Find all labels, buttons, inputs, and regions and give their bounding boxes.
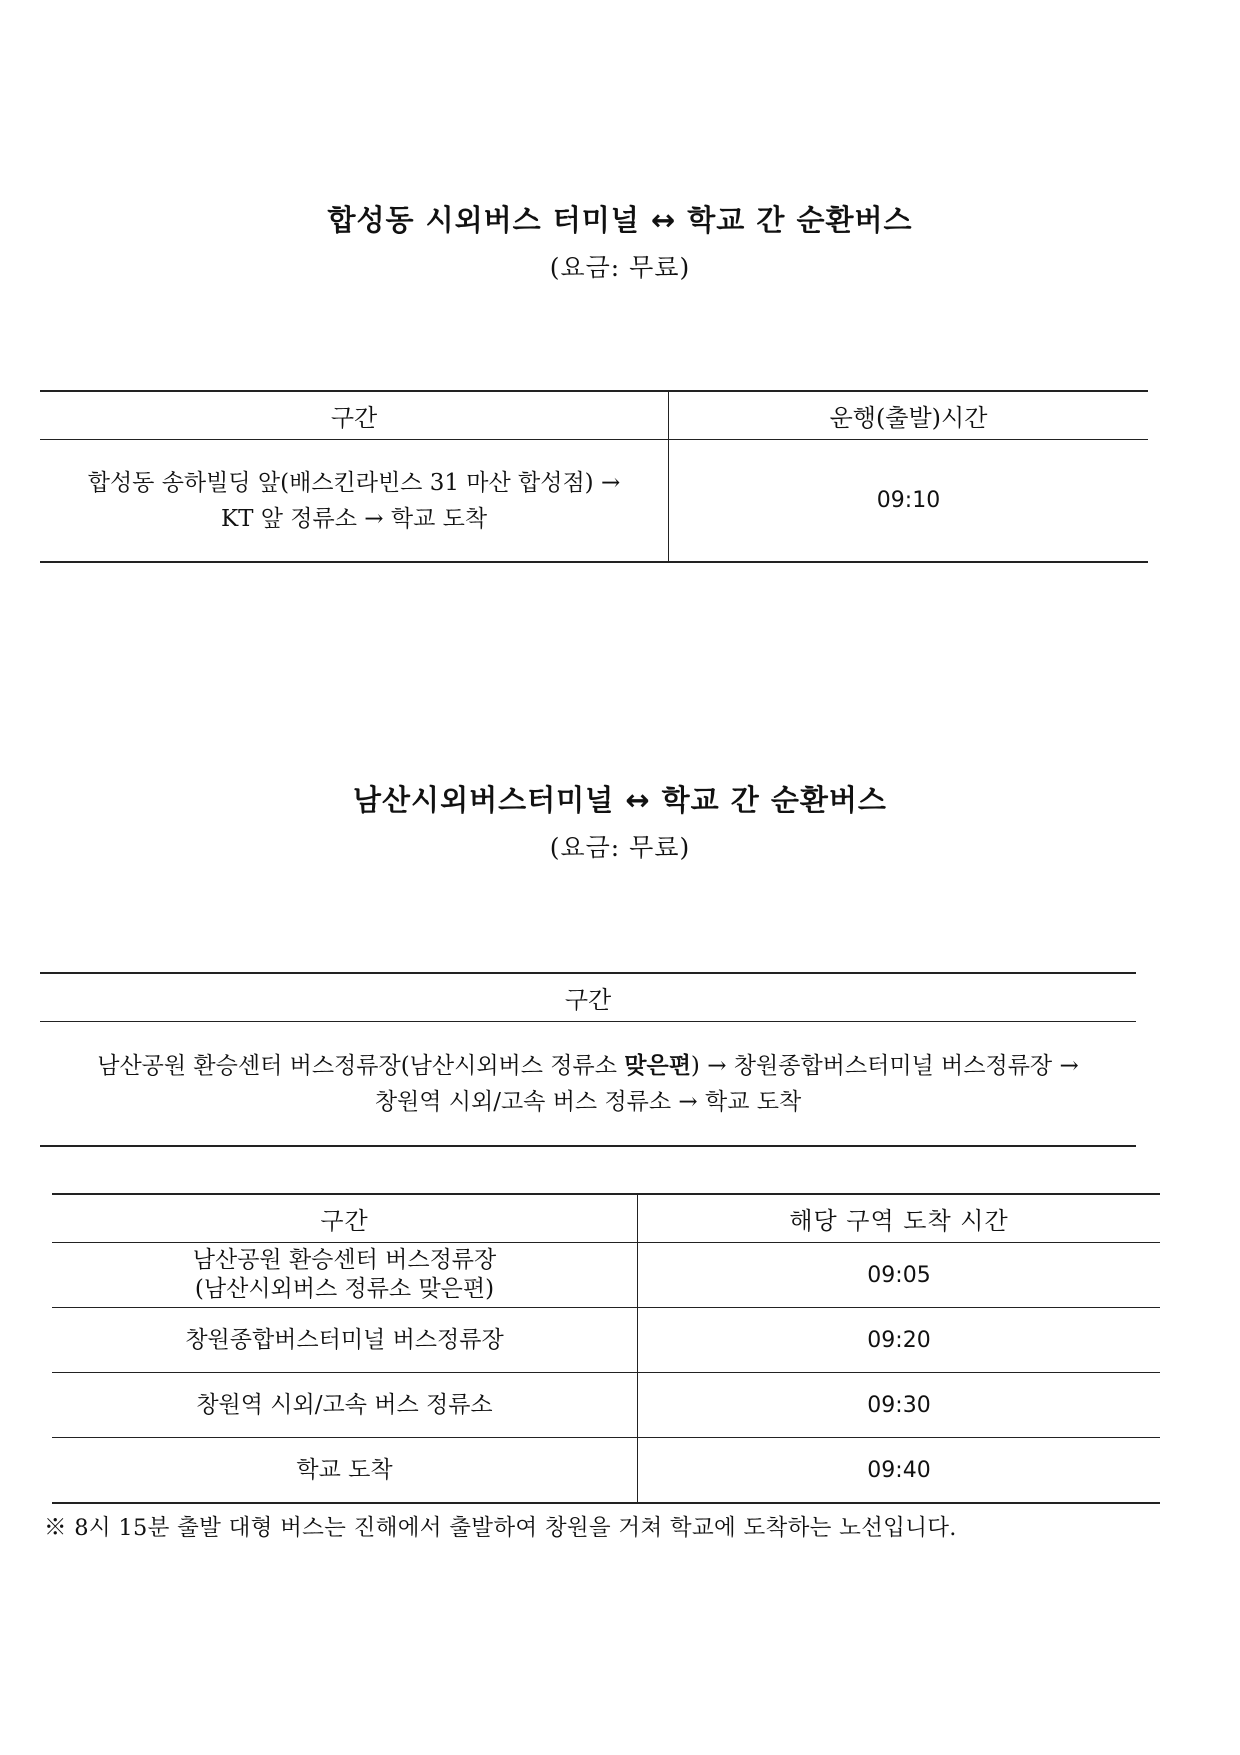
- route-line-1: 합성동 송하빌딩 앞(배스킨라빈스 31 마산 합성점) →: [87, 469, 621, 496]
- section1-schedule-table: [40, 390, 1148, 563]
- stop-cell: 학교 도착: [52, 1438, 638, 1504]
- section2-title: 남산시외버스터미널 ↔ 학교 간 순환버스: [353, 783, 887, 817]
- route-line-1-part-c: ) → 창원종합버스터미널 버스정류장 →: [690, 1052, 1079, 1079]
- table-header-row: [52, 1194, 1160, 1243]
- arrival-time: 09:30: [638, 1373, 1161, 1438]
- table-header-row: [40, 973, 1136, 1022]
- footnote: ※ 8시 15분 출발 대형 버스는 진해에서 출발하여 창원을 거쳐 학교에 도착하는 노선입니다.: [44, 1515, 957, 1541]
- stop-cell: [52, 1243, 638, 1308]
- route-line-2: KT 앞 정류소 → 학교 도착: [220, 505, 488, 532]
- table-row: [40, 1022, 1136, 1147]
- arrival-time: 09:20: [638, 1308, 1161, 1373]
- route-line-1-part-a: 남산공원 환승센터 버스정류장(남산시외버스 정류소: [97, 1052, 625, 1079]
- route-cell: [40, 440, 669, 563]
- stop-cell: 창원종합버스터미널 버스정류장: [52, 1308, 638, 1373]
- route-line-2: 창원역 시외/고속 버스 정류소 → 학교 도착: [374, 1088, 802, 1115]
- table-header-row: [40, 391, 1148, 440]
- section1-fare: (요금: 무료): [549, 253, 691, 282]
- arrival-time: 09:40: [867, 1457, 931, 1483]
- table-row: [52, 1308, 1160, 1373]
- stop-line-2: (남산시외버스 정류소 맞은편): [194, 1276, 495, 1302]
- table-row: [52, 1243, 1160, 1308]
- table-row: [40, 440, 1148, 563]
- header-route: 구간: [40, 391, 669, 440]
- arrival-time: 09:05: [638, 1243, 1161, 1308]
- stop-line-1: 남산공원 환승센터 버스정류장: [192, 1247, 497, 1273]
- departure-time: 09:10: [876, 487, 941, 513]
- section1-title: 합성동 시외버스 터미널 ↔ 학교 간 순환버스: [327, 203, 913, 237]
- header-route: 구간: [52, 1194, 638, 1243]
- route-line-1-bold: 맞은편: [624, 1051, 691, 1079]
- table-row: [52, 1438, 1160, 1504]
- header-arrival-time: 해당 구역 도착 시간: [638, 1194, 1161, 1243]
- section2-fare: (요금: 무료): [549, 833, 691, 862]
- header-route: 구간: [40, 973, 1136, 1022]
- section2-arrival-table: [52, 1193, 1160, 1504]
- stop-cell: 창원역 시외/고속 버스 정류소: [52, 1373, 638, 1438]
- section2-route-table: [40, 972, 1136, 1147]
- route-cell: [40, 1022, 1136, 1147]
- route-line-1: [50, 1048, 1126, 1084]
- table-row: [52, 1373, 1160, 1438]
- header-departure-time: 운행(출발)시간: [669, 391, 1149, 440]
